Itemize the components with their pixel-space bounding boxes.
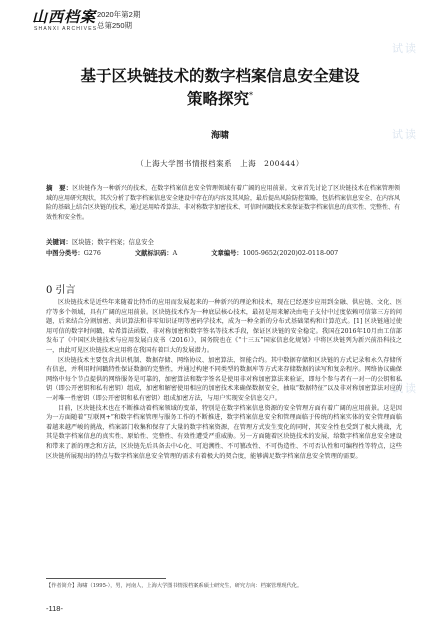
page-number: -118-: [46, 604, 63, 613]
classification-info: [46, 248, 406, 257]
abstract: [46, 184, 400, 222]
watermark: 试读: [392, 382, 418, 395]
paragraph: 目前，区块链技术也在不断推动着档案领域的变革，特别是在数字档案信息资源的安全管理方面有着广阔的应用前景。这是因为一方面随着“互联网+”和数字档案管理与服务工作的不断推进，数字档案信息安全和管理面临于传统的档案实体的安全管理面临着越来越严峻的挑战，档案部门收集和保存了大量的数字档案资源，在管理方式发生变化的同时，其安全性也受到了极大挑战，尤其是数字档案信息的真实性、原始性、完整性、有效性遭受严重威胁。另一方面随着区块链技术的发展，给数字档案信息安全建设和带来了新的理念和方法，区块链先后具备去中心化、可追溯性、不可篡改性、不可伪造性、不可否认性和可编程性等特点，这些区块链所展现出的特点与数字档案信息安全管理的需求有着极大的契合度，能够满足数字档案信息安全管理的需要。: [46, 404, 402, 460]
section-body: [46, 298, 402, 461]
author-name: 海啸: [210, 131, 229, 141]
abstract-label: 摘 要：: [46, 184, 73, 192]
article-title: [40, 66, 400, 109]
paragraph: 区块链技术主要包含共识机制、数据存储、网络协议、加密算法、智能合约。其中数据存储和区块链的方式记录和永久存储所有信息，并利用时间戳特性保证数据的完整性，并通过构建不同类型的数据库等方式来存储数据的读写和复杂程序。网络协议确保网络中每个节点提供的网络服务是可靠的，加密算法和数字签名是使用非对称加密算法来验证，即每个参与者有一对一的公钥和私钥（即公开密钥和私有密钥）组成，加密和解密使用相应的加密技术来确保数据安全，抽取“数据特征”以及非对称加密算法对应的一对唯一性密钥（即公开密钥和私有密钥）组成加密方法，与用户实现安全信息交户。: [46, 356, 402, 402]
watermark: 试读: [392, 42, 418, 55]
issue-info: [97, 9, 140, 31]
keywords-label: 关键词：: [46, 238, 72, 246]
keywords-text: 区块链；数字档案；信息安全: [72, 239, 154, 246]
journal-logo-english: SHANXI ARCHIVES: [34, 26, 98, 32]
author-footnote: 【作者简介】海啸（1995-），男，河南人，上海大学图书情报档案系硕士研究生，研究方向：档案管理现代化。: [46, 583, 303, 589]
article-title-line-2: 策略探究: [186, 89, 249, 109]
watermark: 试读: [392, 128, 418, 141]
issue-year-number: 2020年第2期: [97, 10, 141, 19]
doc-code-value: A: [172, 250, 178, 257]
doc-code-label: 文献标识码：: [134, 250, 173, 257]
section-heading: 0 引言: [46, 285, 76, 296]
journal-logo: 山西档案: [32, 8, 97, 26]
article-title-line-1: 基于区块链技术的数字档案信息安全建设: [80, 66, 360, 85]
clc-label: 中图分类号：: [46, 250, 84, 257]
issue-total-number: 总第250期: [97, 21, 133, 30]
author-affiliation: （上海大学图书情报档案系 上海 200444）: [136, 159, 304, 168]
paragraph: 区块链技术是近些年来随着比特币的应用而发展起来的一种新兴的理论和技术，现在已经逐步应用到金融、供应链、文化、医疗等多个领域，具有广阔的应用前景。区块链技术作为一种底层核心技术，最初是用来解决由电子支付中过度依赖可信第三方的问题，后来结合分割加密、共识算法和非零知识证明等密码学技术，成为一种全新的分布式基础架构和计算范式。[1] 区块链通过使用可信的数字时间戳、哈希算法函数、非对称加密和数字签名等技术手段，保证区块链的安全稳定。我国在2016年10月由工信部发布了《中国区块链技术与应用发展白皮书（2016）》，国务院也在《“十三五”国家信息化规划》中将区块链列为新兴前沿科技之一，由此可见区块链技术应用将在我国有着巨大的发展潜力。: [46, 299, 402, 354]
abstract-text: 区块链作为一种新兴的技术，在数字档案信息安全管理领域有着广阔的应用前景。文章首先讨论了区块链技术在档案管理领域的应用研究现状，其次分析了数字档案信息安全建设中存在的内容及其风险，最后提出风险防控策略，包括档案信息安全、在内容风险的基础上结合区块链的技术，通过运用哈希算法、非对称数字加密技术、可信时间戳技术来保证数字档案信息的真实性、完整性、有效性和安全性。: [46, 185, 401, 221]
clc-value: G276: [83, 250, 101, 257]
footnote-divider: [46, 578, 166, 579]
article-no-label: 文章编号：: [211, 250, 243, 257]
keywords: [46, 237, 406, 246]
journal-header: [0, 0, 440, 50]
funding-footnote-mark: *: [249, 91, 253, 100]
article-no-value: 1005-9652(2020)02-0118-007: [242, 250, 339, 257]
